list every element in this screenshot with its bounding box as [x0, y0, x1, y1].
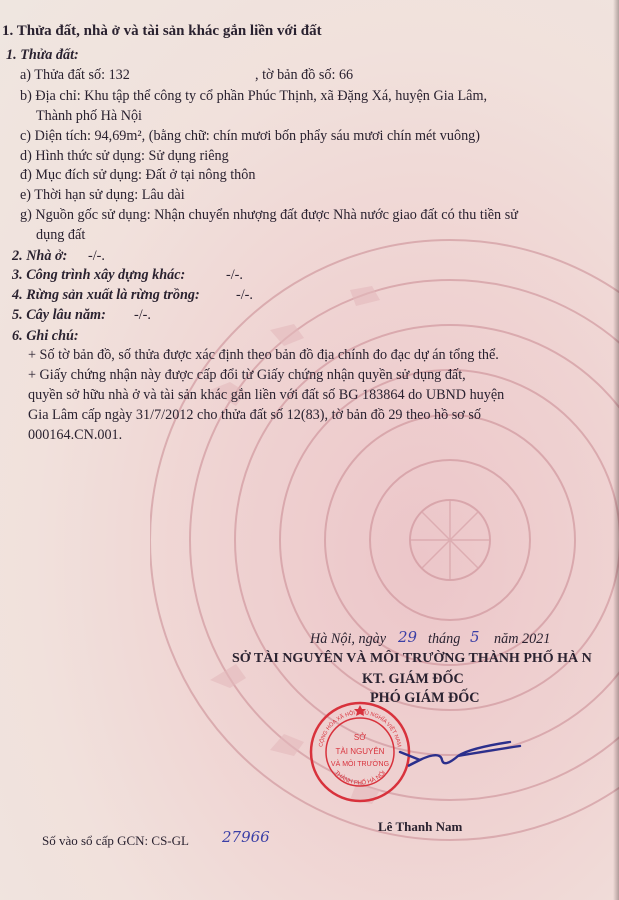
- address-line-2: Thành phố Hà Nội: [36, 108, 142, 124]
- note-2-line-1: + Giấy chứng nhận này được cấp đổi từ Giấy chứng nhận quyền sử dụng đất,: [28, 367, 466, 383]
- section-5-heading: 5. Cây lâu năm:: [12, 307, 106, 323]
- date-day: 29: [398, 628, 418, 646]
- svg-text:VÀ MÔI TRƯỜNG: VÀ MÔI TRƯỜNG: [330, 761, 390, 768]
- section-1-heading: 1. Thửa đất:: [6, 47, 79, 63]
- date-prefix: Hà Nội, ngày: [310, 631, 387, 647]
- section-title: 1. Thửa đất, nhà ở và tài sản khác gắn liền với đất: [2, 23, 322, 39]
- usage-origin-line-2: dụng đất: [36, 227, 86, 243]
- section-4-value: -/-.: [236, 287, 253, 303]
- register-label: Số vào sổ cấp GCN: CS-GL: [42, 833, 189, 848]
- usage-term: e) Thời hạn sử dụng: Lâu dài: [20, 187, 185, 203]
- section-5-value: -/-.: [134, 307, 151, 323]
- usage-origin-line-1: g) Nguồn gốc sử dụng: Nhận chuyển nhượng đất được Nhà nước giao đất có thu tiền sử: [20, 207, 518, 223]
- section-4-heading: 4. Rừng sản xuất là rừng trồng:: [12, 287, 200, 303]
- svg-text:TÀI NGUYÊN: TÀI NGUYÊN: [335, 747, 385, 756]
- svg-text:THÀNH PHỐ HÀ NỘI: THÀNH PHỐ HÀ NỘI: [332, 770, 388, 787]
- area-line: c) Diện tích: 94,69m², (bằng chữ: chín mươi bốn phẩy sáu mươi chín mét vuông): [20, 128, 480, 144]
- section-2-value: -/-.: [88, 248, 105, 264]
- svg-text:SỞ: SỞ: [353, 733, 367, 742]
- usage-purpose: đ) Mục đích sử dụng: Đất ở tại nông thôn: [20, 167, 256, 183]
- map-sheet-number: , tờ bản đồ số: 66: [255, 67, 354, 83]
- issuing-agency: SỞ TÀI NGUYÊN VÀ MÔI TRƯỜNG THÀNH PHỐ HÀ N: [232, 651, 592, 666]
- signing-kt: KT. GIÁM ĐỐC: [362, 671, 464, 687]
- usage-form: d) Hình thức sử dụng: Sử dụng riêng: [20, 148, 229, 164]
- date-month-label: tháng: [428, 631, 461, 647]
- note-2-line-3: Gia Lâm cấp ngày 31/7/2012 cho thửa đất số 12(83), tờ bản đồ 29 theo hồ sơ số: [28, 407, 481, 423]
- note-2-line-2: quyền sở hữu nhà ở và tài sản khác gắn liền với đất số BG 183864 do UBND huyện: [28, 387, 505, 403]
- signing-role: PHÓ GIÁM ĐỐC: [370, 690, 480, 706]
- note-1: + Số tờ bản đồ, số thửa được xác định theo bản đồ địa chính đo đạc dự án tổng thể.: [28, 347, 499, 363]
- register-number: 27966: [222, 828, 270, 846]
- section-3-heading: 3. Công trình xây dựng khác:: [12, 267, 186, 283]
- address-line-1: b) Địa chỉ: Khu tập thể công ty cổ phần Phúc Thịnh, xã Đặng Xá, huyện Gia Lâm,: [20, 88, 488, 104]
- svg-text:CỘNG HÒA XÃ HỘI CHỦ NGHĨA VIỆT: CỘNG HÒA XÃ HỘI CHỦ NGHĨA VIỆT NAM: [318, 709, 402, 748]
- date-year: năm 2021: [494, 631, 551, 647]
- section-6-heading: 6. Ghi chú:: [12, 328, 79, 344]
- page-edge-shadow: [613, 0, 619, 900]
- section-2-heading: 2. Nhà ở:: [12, 248, 68, 264]
- note-2-line-4: 000164.CN.001.: [28, 427, 123, 443]
- handwritten-signature: [380, 730, 530, 790]
- signer-name: Lê Thanh Nam: [378, 819, 463, 834]
- section-3-value: -/-.: [226, 267, 243, 283]
- parcel-number: a) Thửa đất số: 132: [20, 67, 130, 83]
- date-month: 5: [470, 628, 480, 646]
